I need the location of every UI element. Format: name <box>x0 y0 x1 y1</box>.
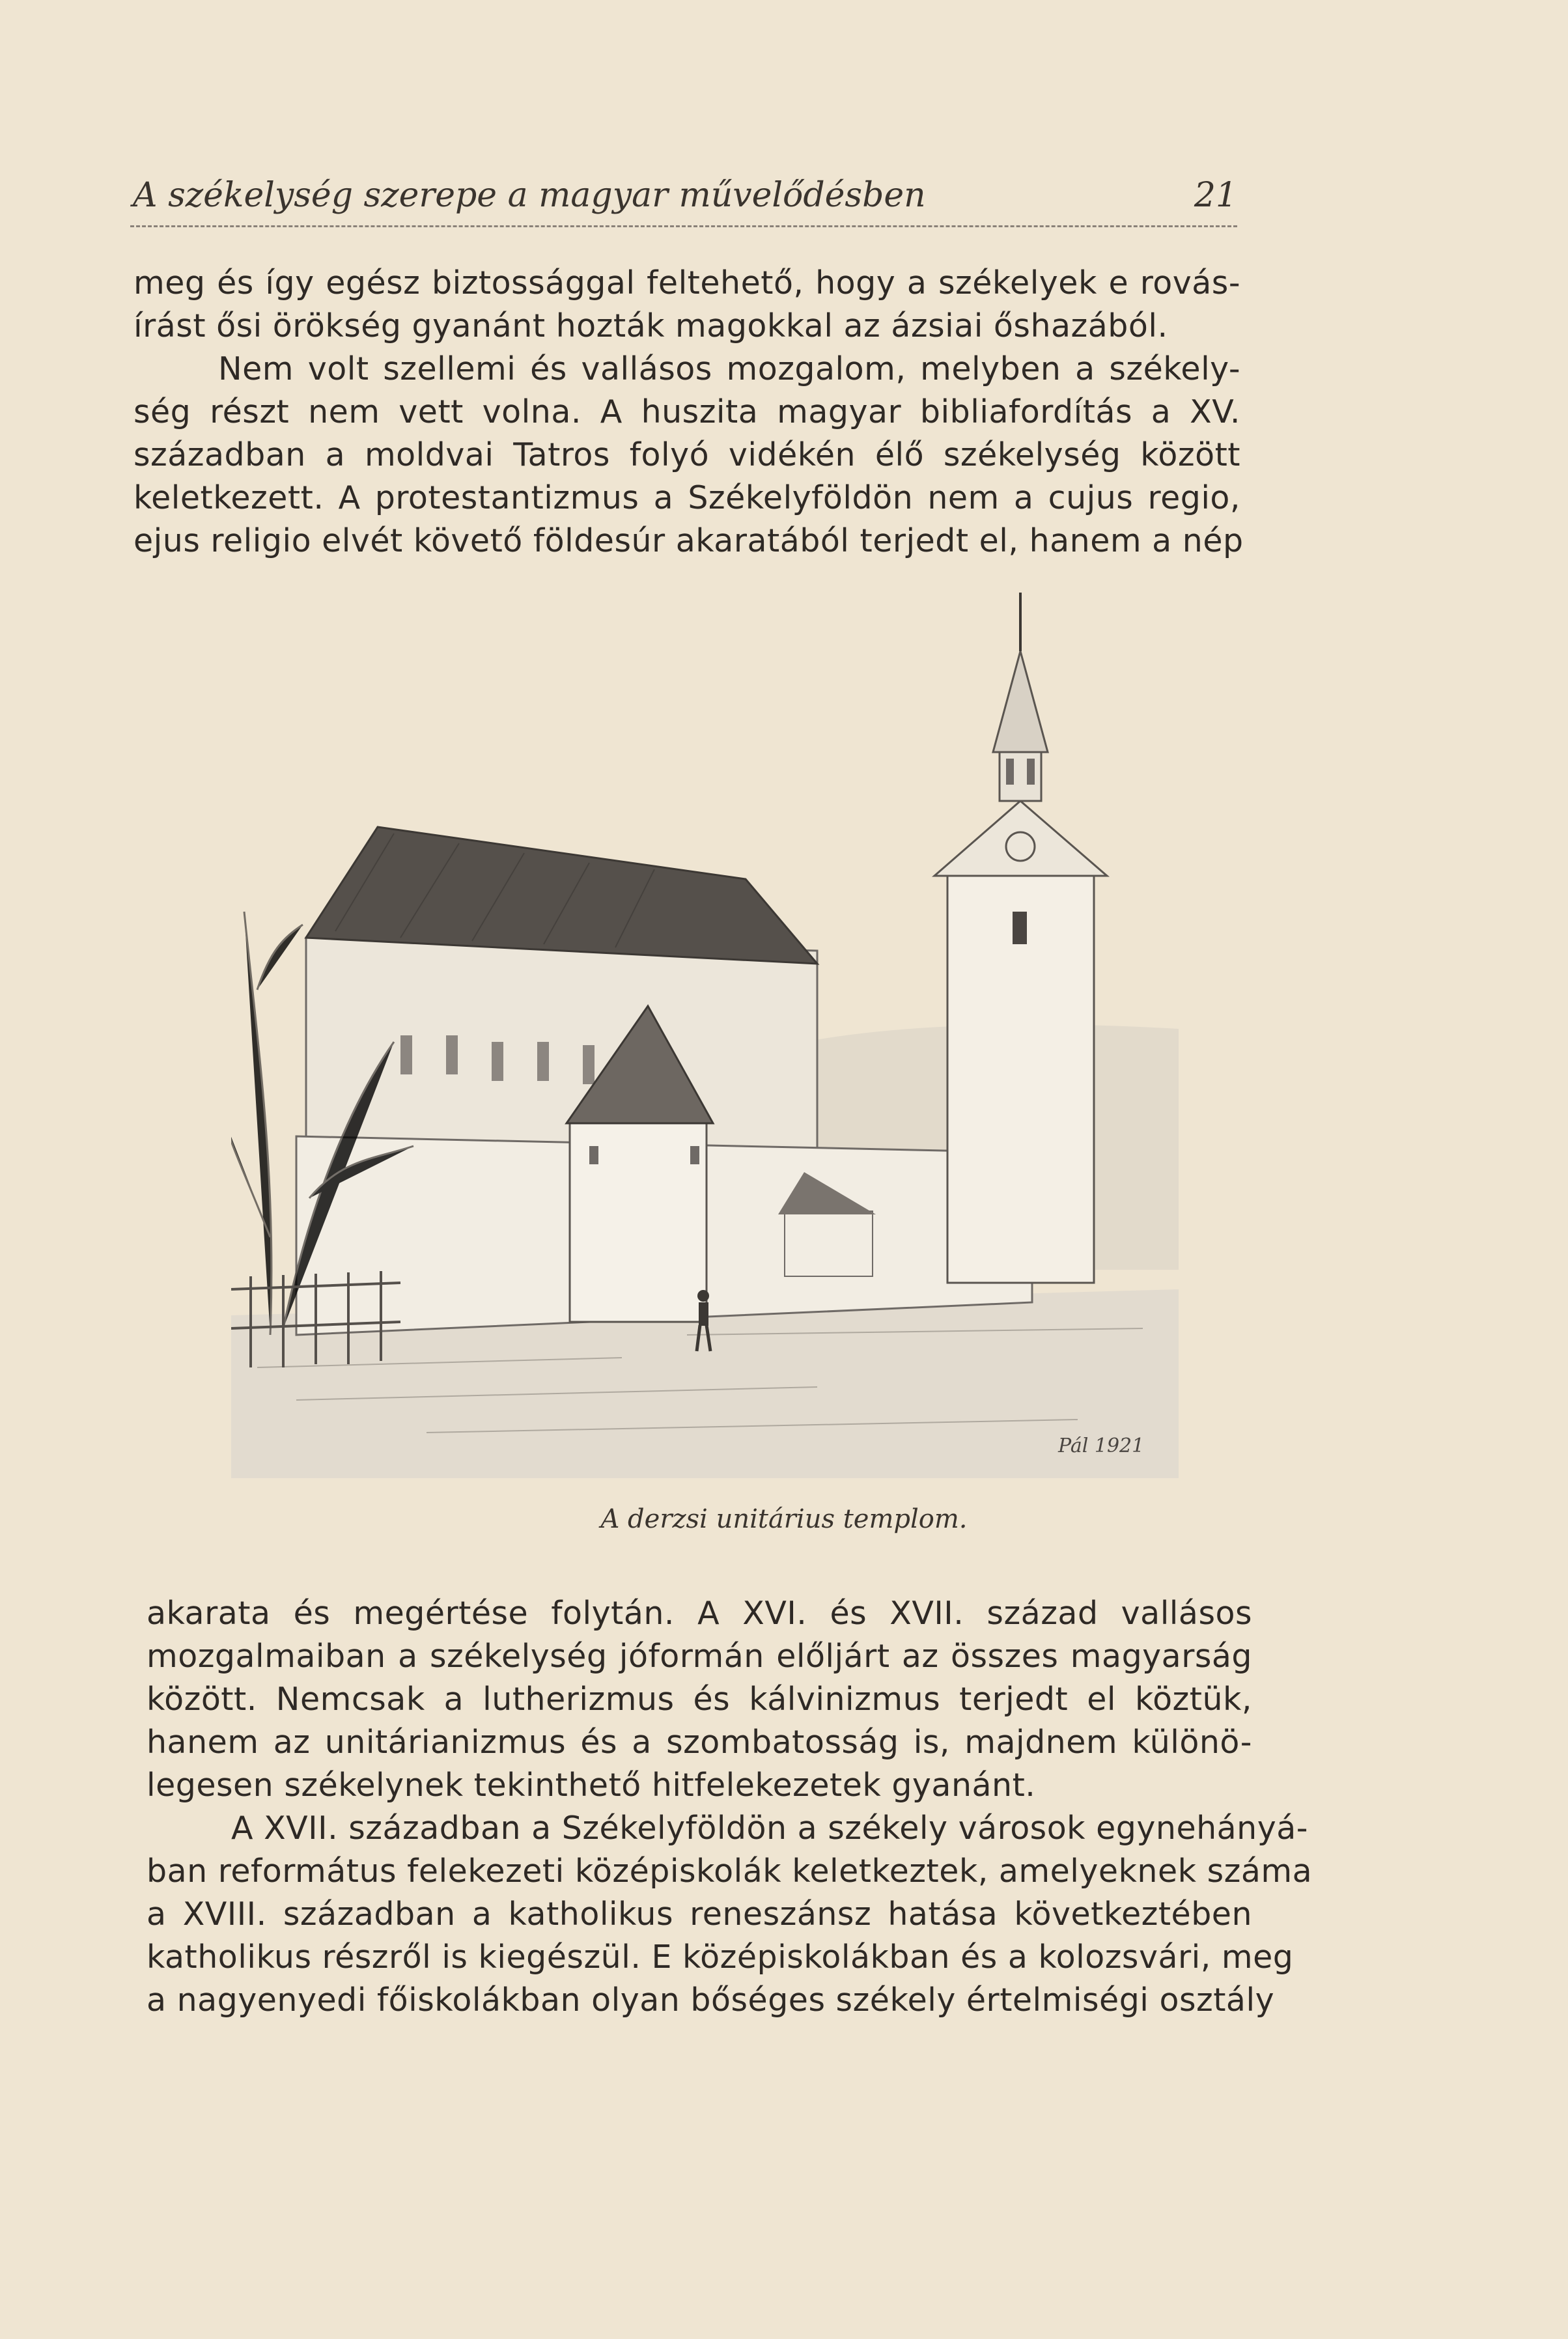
figure-caption: A derzsi unitárius templom. <box>600 1504 968 1534</box>
text-line: írást ősi örökség gyanánt hozták magokkal az ázsiai őshazából. <box>133 307 1168 344</box>
text-line: meg és így egész biztossággal feltehető, hogy a székelyek e rovás- <box>133 264 1240 301</box>
text-line: mozgalmaiban a székelység jóformán előljárt az összes magyarság <box>147 1638 1252 1675</box>
text-line: ejus religio elvét követő földesúr akaratából terjedt el, hanem a nép <box>133 522 1244 559</box>
text-line: A XVII. században a Székelyföldön a székely városok egynehányá- <box>231 1810 1308 1847</box>
body-text-bottom <box>147 1592 1313 2022</box>
text-line: Nem volt szellemi és vallásos mozgalom, melyben a székely- <box>218 350 1240 387</box>
text-line: ban református felekezeti középiskolák keletkeztek, amelyeknek száma <box>147 1853 1313 1890</box>
running-head <box>130 175 1237 227</box>
text-line: hanem az unitárianizmus és a szombatosság is, majdnem különö- <box>147 1724 1252 1761</box>
church-illustration <box>231 586 1179 1478</box>
text-line: ség részt nem vett volna. A huszita magyar bibliafordítás a XV. <box>133 393 1240 430</box>
body-text-top <box>133 262 1244 563</box>
text-line: akarata és megértése folytán. A XVI. és XVII. század vallásos <box>147 1595 1252 1632</box>
text-line: a nagyenyedi főiskolákban olyan bőséges székely értelmiségi osztály <box>147 1982 1275 2019</box>
text-line: között. Nemcsak a lutherizmus és kálvinizmus terjedt el köztük, <box>147 1681 1252 1718</box>
text-line: keletkezett. A protestantizmus a Székelyföldön nem a cujus regio, <box>133 479 1240 516</box>
text-line: katholikus részről is kiegészül. E középiskolákban és a kolozsvári, meg <box>147 1939 1294 1976</box>
running-head-title: A székelység szerepe a magyar művelődésben <box>133 176 926 215</box>
artist-signature: Pál 1921 <box>1058 1435 1145 1457</box>
page-number: 21 <box>1194 176 1237 215</box>
text-line: században a moldvai Tatros folyó vidékén élő székelység között <box>133 436 1240 473</box>
text-line: a XVIII. században a katholikus reneszánsz hatása következtében <box>147 1896 1252 1933</box>
text-line: legesen székelynek tekinthető hitfelekezetek gyanánt. <box>147 1767 1036 1804</box>
